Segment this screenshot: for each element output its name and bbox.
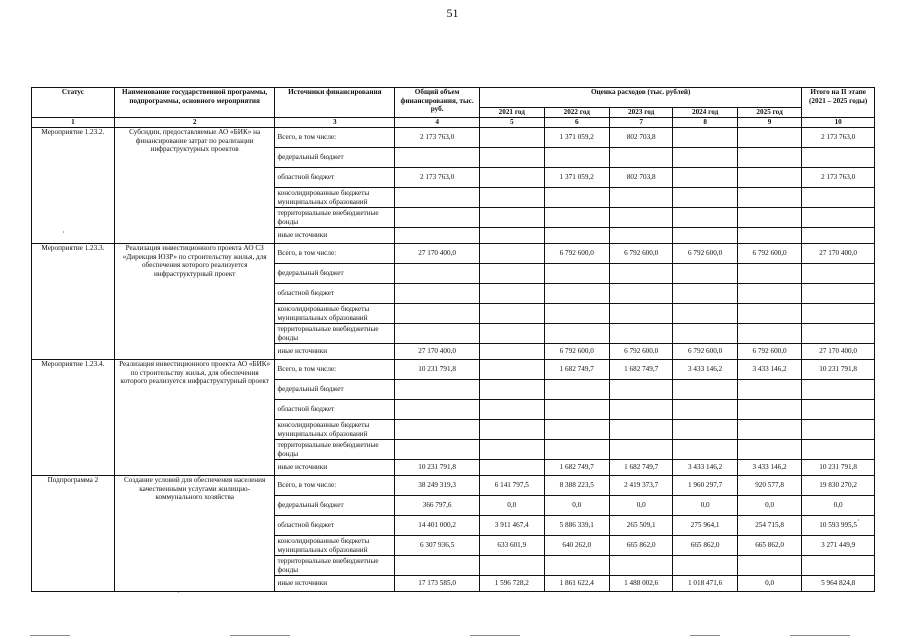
column-number: 4: [395, 118, 480, 128]
amount-cell: [737, 324, 801, 344]
column-number: 5: [480, 118, 544, 128]
amount-cell: [802, 188, 875, 208]
amount-cell: [395, 228, 480, 244]
amount-cell: [395, 188, 480, 208]
amount-cell: [737, 420, 801, 440]
amount-cell: 27 170 400,0: [395, 344, 480, 360]
column-number: 9: [737, 118, 801, 128]
amount-cell: [544, 420, 609, 440]
table-row: [32, 128, 875, 148]
amount-cell: 665 862,0: [609, 536, 672, 556]
funding-source: федеральный бюджет: [275, 380, 395, 400]
amount-cell: 10 231 791,8: [395, 360, 480, 380]
amount-cell: [544, 324, 609, 344]
financing-table: [31, 87, 875, 592]
page-number: 51: [446, 6, 459, 20]
header-total: Общий объем финансирования, тыс. руб.: [395, 88, 480, 118]
amount-cell: [544, 400, 609, 420]
amount-cell: [480, 360, 544, 380]
amount-cell: [609, 380, 672, 400]
amount-cell: [395, 148, 480, 168]
amount-cell: 0,0: [544, 496, 609, 516]
amount-cell: [673, 440, 737, 460]
amount-cell: [544, 556, 609, 576]
amount-cell: [673, 324, 737, 344]
column-number: 10: [802, 118, 875, 128]
funding-source: территориальные внебюджетные фонды: [275, 556, 395, 576]
amount-cell: 5 964 824,8: [802, 576, 875, 592]
amount-cell: [395, 264, 480, 284]
amount-cell: [802, 264, 875, 284]
amount-cell: 0,0: [673, 496, 737, 516]
amount-cell: 38 249 319,3: [395, 476, 480, 496]
header-year: 2022 год: [544, 108, 609, 118]
amount-cell: [480, 324, 544, 344]
funding-source: Всего, в том числе:: [275, 244, 395, 264]
amount-cell: [480, 460, 544, 476]
amount-cell: 2 173 763,0: [802, 128, 875, 148]
amount-cell: [673, 284, 737, 304]
amount-cell: 802 703,8: [609, 128, 672, 148]
amount-cell: [395, 420, 480, 440]
funding-source: территориальные внебюджетные фонды: [275, 208, 395, 228]
amount-cell: [802, 228, 875, 244]
amount-cell: 19 830 270,2: [802, 476, 875, 496]
amount-cell: [544, 264, 609, 284]
amount-cell: [802, 284, 875, 304]
amount-cell: [480, 284, 544, 304]
amount-cell: [673, 168, 737, 188]
amount-cell: 0,0: [737, 496, 801, 516]
column-number: 7: [609, 118, 672, 128]
amount-cell: 2 173 763,0: [395, 128, 480, 148]
amount-cell: 1 018 471,6: [673, 576, 737, 592]
funding-source: консолидированные бюджеты муниципальных образований: [275, 304, 395, 324]
amount-cell: 640 262,0: [544, 536, 609, 556]
amount-cell: 1 371 059,2: [544, 128, 609, 148]
amount-cell: [609, 264, 672, 284]
amount-cell: 3 433 146,2: [737, 460, 801, 476]
amount-cell: [544, 380, 609, 400]
amount-cell: [544, 304, 609, 324]
amount-cell: [544, 228, 609, 244]
amount-cell: [802, 304, 875, 324]
amount-cell: [480, 208, 544, 228]
amount-cell: [737, 556, 801, 576]
amount-cell: 6 792 600,0: [737, 244, 801, 264]
funding-source: федеральный бюджет: [275, 148, 395, 168]
amount-cell: [609, 228, 672, 244]
amount-cell: [673, 556, 737, 576]
header-stage-total: Итого на II этапе (2021 – 2025 годы): [802, 88, 875, 118]
amount-cell: [395, 400, 480, 420]
amount-cell: 275 964,1: [673, 516, 737, 536]
row-status: Мероприятие 1.23.4.: [32, 360, 115, 476]
amount-cell: 802 703,8: [609, 168, 672, 188]
amount-cell: 2 173 763,0: [395, 168, 480, 188]
amount-cell: 10 231 791,8: [395, 460, 480, 476]
amount-cell: [544, 188, 609, 208]
table-row: [32, 360, 875, 380]
amount-cell: [737, 440, 801, 460]
funding-source: областной бюджет: [275, 400, 395, 420]
amount-cell: 1 682 749,7: [544, 360, 609, 380]
amount-cell: 6 141 797,5: [480, 476, 544, 496]
amount-cell: 27 170 400,0: [802, 244, 875, 264]
header-sources: Источники финансирования: [275, 88, 395, 118]
amount-cell: 6 792 600,0: [737, 344, 801, 360]
amount-cell: [737, 284, 801, 304]
amount-cell: 0,0: [609, 496, 672, 516]
amount-cell: [737, 264, 801, 284]
amount-cell: 6 792 600,0: [544, 244, 609, 264]
header-year: 2025 год: [737, 108, 801, 118]
amount-cell: 3 911 467,4: [480, 516, 544, 536]
column-number: 6: [544, 118, 609, 128]
funding-source: федеральный бюджет: [275, 496, 395, 516]
scan-edge-marks: [0, 632, 905, 638]
table-row: [32, 244, 875, 264]
amount-cell: [395, 304, 480, 324]
amount-cell: [609, 304, 672, 324]
amount-cell: [802, 556, 875, 576]
amount-cell: [737, 168, 801, 188]
funding-source: Всего, в том числе:: [275, 360, 395, 380]
amount-cell: [480, 380, 544, 400]
amount-cell: 3 433 146,2: [673, 360, 737, 380]
amount-cell: 27 170 400,0: [395, 244, 480, 264]
amount-cell: [802, 440, 875, 460]
funding-source: Всего, в том числе:: [275, 128, 395, 148]
row-name: Реализация инвестиционного проекта АО «БИК» по строительству жилья, для обеспечения которого реализуется инфраструктурный проект: [114, 360, 275, 476]
amount-cell: [480, 128, 544, 148]
amount-cell: [395, 440, 480, 460]
funding-source: федеральный бюджет: [275, 264, 395, 284]
amount-cell: 6 792 600,0: [609, 244, 672, 264]
amount-cell: [544, 208, 609, 228]
amount-cell: 3 433 146,2: [673, 460, 737, 476]
amount-cell: [673, 420, 737, 440]
amount-cell: [737, 380, 801, 400]
amount-cell: [802, 420, 875, 440]
amount-cell: 1 960 297,7: [673, 476, 737, 496]
funding-source: консолидированные бюджеты муниципальных образований: [275, 188, 395, 208]
amount-cell: [673, 380, 737, 400]
amount-cell: 1 861 622,4: [544, 576, 609, 592]
amount-cell: 10 231 791,8: [802, 460, 875, 476]
amount-cell: 0,0: [802, 496, 875, 516]
funding-source: консолидированные бюджеты муниципальных образований: [275, 420, 395, 440]
amount-cell: [480, 304, 544, 324]
amount-cell: 665 862,0: [673, 536, 737, 556]
amount-cell: 633 601,9: [480, 536, 544, 556]
amount-cell: 5 886 339,1: [544, 516, 609, 536]
amount-cell: [737, 228, 801, 244]
amount-cell: [480, 556, 544, 576]
amount-cell: 14 401 000,2: [395, 516, 480, 536]
amount-cell: [673, 228, 737, 244]
amount-cell: 6 792 600,0: [609, 344, 672, 360]
amount-cell: 17 173 585,0: [395, 576, 480, 592]
amount-cell: [609, 324, 672, 344]
amount-cell: 0,0: [480, 496, 544, 516]
amount-cell: [395, 556, 480, 576]
amount-cell: 3 271 449,9: [802, 536, 875, 556]
amount-cell: 1 371 059,2: [544, 168, 609, 188]
amount-cell: [673, 188, 737, 208]
header-year: 2023 год: [609, 108, 672, 118]
column-number: 8: [673, 118, 737, 128]
amount-cell: [480, 244, 544, 264]
row-status: Мероприятие 1.23.3.: [32, 244, 115, 360]
amount-cell: [609, 440, 672, 460]
column-number: 2: [114, 118, 275, 128]
header-name: Наименование государственной программы, подпрограммы, основного мероприятия: [114, 88, 275, 118]
funding-source: иные источники: [275, 228, 395, 244]
amount-cell: 6 792 600,0: [673, 244, 737, 264]
amount-cell: [673, 304, 737, 324]
funding-source: иные источники: [275, 460, 395, 476]
funding-source: консолидированные бюджеты муниципальных образований: [275, 536, 395, 556]
amount-cell: [802, 208, 875, 228]
amount-cell: [609, 420, 672, 440]
amount-cell: [737, 208, 801, 228]
amount-cell: [737, 148, 801, 168]
funding-source: иные источники: [275, 576, 395, 592]
funding-source: областной бюджет: [275, 168, 395, 188]
amount-cell: [480, 168, 544, 188]
amount-cell: [802, 148, 875, 168]
amount-cell: 1 596 728,2: [480, 576, 544, 592]
amount-cell: [609, 284, 672, 304]
stray-mark: ·: [177, 588, 180, 597]
amount-cell: 265 509,1: [609, 516, 672, 536]
funding-source: территориальные внебюджетные фонды: [275, 324, 395, 344]
amount-cell: [480, 440, 544, 460]
header-year: 2021 год: [480, 108, 544, 118]
amount-cell: [673, 208, 737, 228]
amount-cell: [480, 148, 544, 168]
amount-cell: 1 682 749,7: [544, 460, 609, 476]
funding-source: областной бюджет: [275, 284, 395, 304]
amount-cell: [480, 400, 544, 420]
amount-cell: [802, 324, 875, 344]
amount-cell: 10 593 995,5: [802, 516, 875, 536]
amount-cell: [673, 148, 737, 168]
amount-cell: 1 682 749,7: [609, 360, 672, 380]
header-status: Статус: [32, 88, 115, 118]
amount-cell: [673, 128, 737, 148]
amount-cell: 2 419 373,7: [609, 476, 672, 496]
funding-source: территориальные внебюджетные фонды: [275, 440, 395, 460]
funding-source: иные источники: [275, 344, 395, 360]
row-name: Субсидии, предоставляемые АО «БИК» на финансирование затрат по реализации инфраструктурных проектов: [114, 128, 275, 244]
amount-cell: [480, 228, 544, 244]
amount-cell: 10 231 791,8: [802, 360, 875, 380]
amount-cell: 27 170 400,0: [802, 344, 875, 360]
column-number: 3: [275, 118, 395, 128]
amount-cell: 665 862,0: [737, 536, 801, 556]
amount-cell: [395, 324, 480, 344]
amount-cell: 254 715,8: [737, 516, 801, 536]
row-status: Мероприятие 1.23.2.: [32, 128, 115, 244]
amount-cell: 366 797,6: [395, 496, 480, 516]
amount-cell: [737, 304, 801, 324]
amount-cell: [609, 556, 672, 576]
stray-mark: ·: [62, 228, 65, 237]
amount-cell: [673, 264, 737, 284]
amount-cell: [609, 400, 672, 420]
header-year: 2024 год: [673, 108, 737, 118]
amount-cell: 920 577,8: [737, 476, 801, 496]
header-estimate: Оценка расходов (тыс. рублей): [480, 88, 802, 108]
row-name: Создание условий для обеспечения населения качественными услугами жилищно-коммунального хозяйства: [114, 476, 275, 592]
amount-cell: [395, 284, 480, 304]
stray-mark: ·: [857, 516, 860, 525]
column-number-row: [32, 118, 875, 128]
amount-cell: [480, 344, 544, 360]
amount-cell: [544, 148, 609, 168]
amount-cell: 1 488 002,6: [609, 576, 672, 592]
amount-cell: [544, 440, 609, 460]
table-row: [32, 476, 875, 496]
amount-cell: [609, 148, 672, 168]
funding-source: областной бюджет: [275, 516, 395, 536]
amount-cell: [737, 188, 801, 208]
funding-source: Всего, в том числе:: [275, 476, 395, 496]
amount-cell: [395, 380, 480, 400]
amount-cell: 0,0: [737, 576, 801, 592]
amount-cell: [609, 208, 672, 228]
amount-cell: [609, 188, 672, 208]
column-number: 1: [32, 118, 115, 128]
amount-cell: [395, 208, 480, 228]
amount-cell: [802, 400, 875, 420]
amount-cell: [802, 380, 875, 400]
amount-cell: [673, 400, 737, 420]
amount-cell: [480, 264, 544, 284]
amount-cell: [737, 128, 801, 148]
amount-cell: [737, 400, 801, 420]
amount-cell: 8 388 223,5: [544, 476, 609, 496]
amount-cell: 6 792 600,0: [544, 344, 609, 360]
row-status: Подпрограмма 2: [32, 476, 115, 592]
amount-cell: 2 173 763,0: [802, 168, 875, 188]
amount-cell: [544, 284, 609, 304]
row-name: Реализация инвестиционного проекта АО СЗ «Дирекция ЮЗР» по строительству жилья, для обеспечения которого реализуется инфраструктурный проект: [114, 244, 275, 360]
amount-cell: 6 307 936,5: [395, 536, 480, 556]
amount-cell: [480, 420, 544, 440]
amount-cell: 1 682 749,7: [609, 460, 672, 476]
amount-cell: [480, 188, 544, 208]
amount-cell: 3 433 146,2: [737, 360, 801, 380]
amount-cell: 6 792 600,0: [673, 344, 737, 360]
